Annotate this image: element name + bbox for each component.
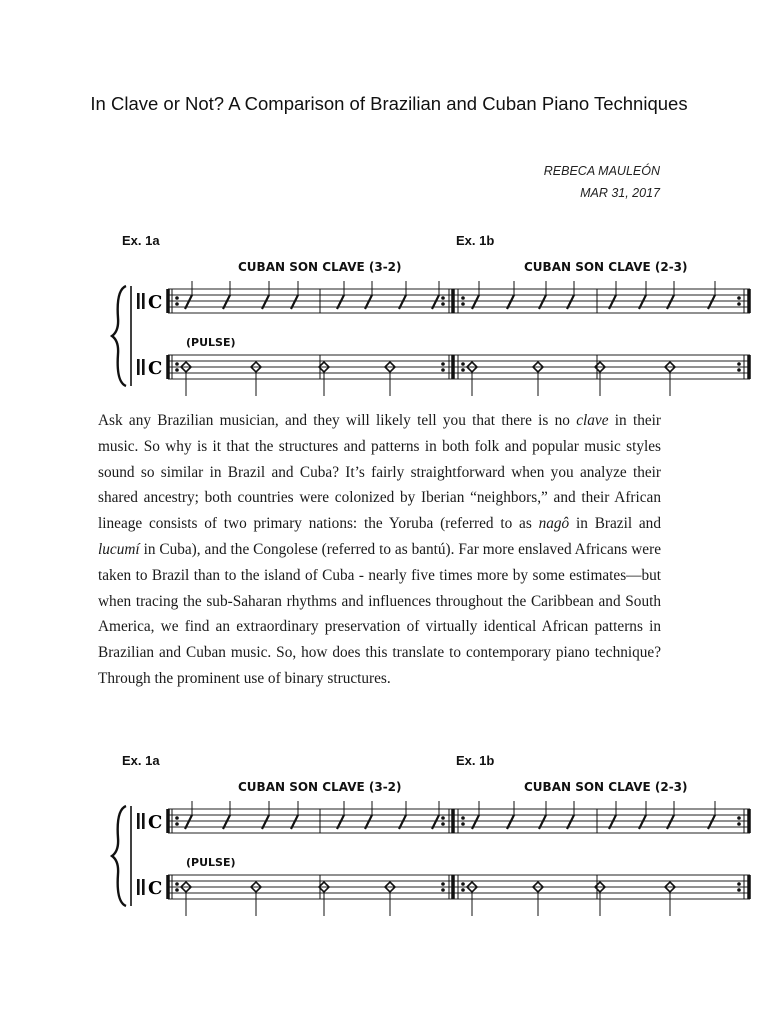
- repeat-dot: [175, 888, 179, 892]
- clave-notation: [110, 228, 760, 408]
- repeat-dot: [175, 882, 179, 886]
- percussion-clef: [137, 359, 140, 375]
- repeat-dot: [737, 362, 741, 366]
- pulse-label: (PULSE): [186, 336, 236, 349]
- example-b-title: CUBAN SON CLAVE (2-3): [524, 260, 688, 274]
- repeat-dot: [737, 368, 741, 372]
- repeat-dot: [175, 302, 179, 306]
- time-signature: C: [148, 878, 163, 899]
- body-text-italic: lucumí: [98, 540, 140, 558]
- notation-figure: [110, 228, 760, 408]
- body-text-segment: in their music. So why is it that the structures and patterns in both folk and popular music styles sound so similar in Brazil and Cuba? It’s fairly straightforward when you analyze their shared ancestry; both countries were colonized by Iberian “neighbors,” and their African lineage consists of two primary nations: the Yoruba (referred to as: [98, 412, 661, 533]
- repeat-dot: [175, 822, 179, 826]
- time-signature: C: [148, 812, 163, 833]
- publish-date: MAR 31, 2017: [580, 186, 660, 200]
- example-a-title: CUBAN SON CLAVE (3-2): [238, 780, 402, 794]
- clave-notation: [110, 748, 760, 928]
- repeat-dot: [461, 816, 465, 820]
- repeat-dot: [175, 362, 179, 366]
- repeat-dot: [441, 882, 445, 886]
- body-text-segment: Ask any Brazilian musician, and they will likely tell you that there is no: [98, 412, 577, 429]
- example-a-title: CUBAN SON CLAVE (3-2): [238, 260, 402, 274]
- body-text-segment: in Brazil and: [569, 515, 661, 533]
- notation-figure: [110, 748, 760, 928]
- time-signature: C: [148, 358, 163, 379]
- body-text-italic: clave: [576, 412, 609, 429]
- percussion-clef: [142, 359, 145, 375]
- repeat-dot: [737, 296, 741, 300]
- repeat-dot: [461, 368, 465, 372]
- author-byline: REBECA MAULEÓN: [543, 164, 660, 178]
- time-signature: C: [148, 292, 163, 313]
- repeat-dot: [175, 816, 179, 820]
- example-a-label: Ex. 1a: [122, 233, 160, 248]
- example-b-title: CUBAN SON CLAVE (2-3): [524, 780, 688, 794]
- brace: [112, 286, 126, 386]
- repeat-dot: [175, 296, 179, 300]
- repeat-dot: [737, 888, 741, 892]
- repeat-dot: [175, 368, 179, 372]
- repeat-dot: [461, 888, 465, 892]
- repeat-dot: [737, 882, 741, 886]
- percussion-clef: [137, 879, 140, 895]
- repeat-dot: [461, 362, 465, 366]
- repeat-dot: [737, 816, 741, 820]
- example-a-label: Ex. 1a: [122, 753, 160, 768]
- repeat-dot: [461, 296, 465, 300]
- repeat-dot: [441, 296, 445, 300]
- body-paragraph: [98, 408, 661, 692]
- repeat-dot: [441, 302, 445, 306]
- repeat-dot: [441, 816, 445, 820]
- page-title: In Clave or Not? A Comparison of Brazilian and Cuban Piano Techniques: [90, 93, 688, 114]
- repeat-dot: [737, 822, 741, 826]
- repeat-dot: [441, 822, 445, 826]
- repeat-dot: [461, 302, 465, 306]
- repeat-dot: [441, 368, 445, 372]
- repeat-dot: [441, 362, 445, 366]
- percussion-clef: [137, 293, 140, 309]
- repeat-dot: [441, 888, 445, 892]
- percussion-clef: [142, 293, 145, 309]
- pulse-label: (PULSE): [186, 856, 236, 869]
- percussion-clef: [142, 879, 145, 895]
- example-b-label: Ex. 1b: [456, 233, 495, 248]
- body-text-segment: in Cuba), and the Congolese (referred to as bantú). Far more enslaved Africans were taken to Brazil than to the island of Cuba - nearly five times more by some estimates—but when tracing the sub-Saharan rhythms and influences throughout the Caribbean and South America, we find an extraordinary preservation of virtually identical African patterns in Brazilian and Cuban music. So, how does this translate to contemporary piano technique? Through the prominent use of binary structures.: [98, 540, 661, 687]
- example-b-label: Ex. 1b: [456, 753, 495, 768]
- repeat-dot: [461, 822, 465, 826]
- percussion-clef: [137, 813, 140, 829]
- brace: [112, 806, 126, 906]
- body-text-italic: nagô: [538, 515, 570, 533]
- repeat-dot: [461, 882, 465, 886]
- percussion-clef: [142, 813, 145, 829]
- repeat-dot: [737, 302, 741, 306]
